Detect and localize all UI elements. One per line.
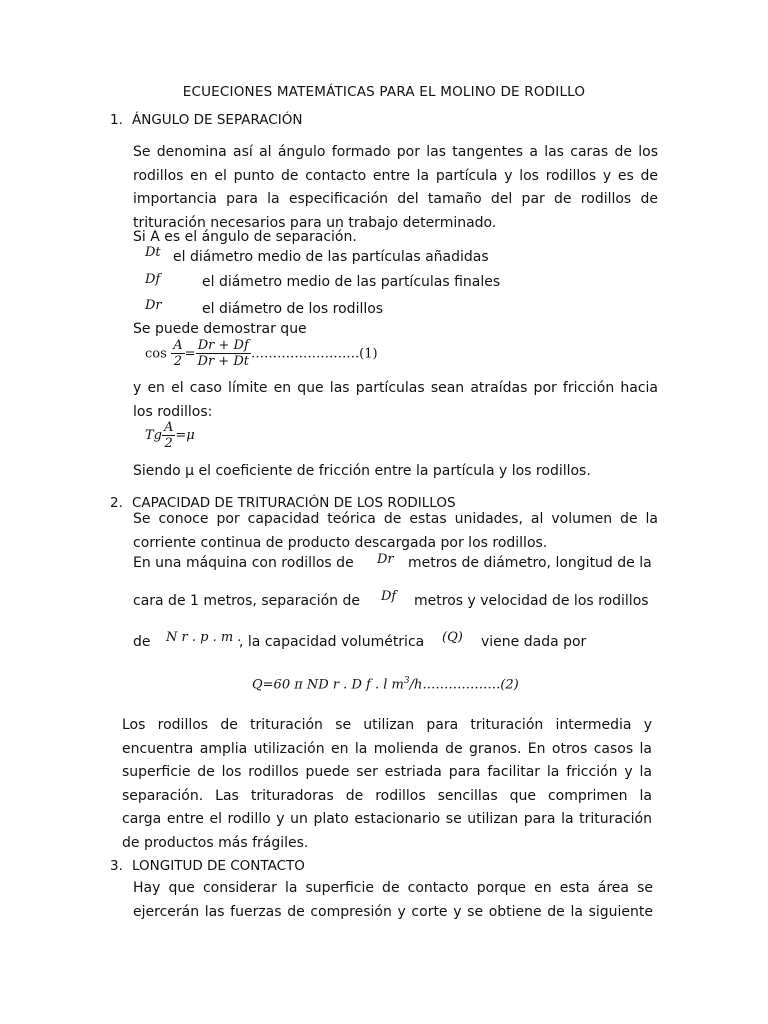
paragraph-line: carga entre el rodillo y un plato estacionario se utilizan para la trituración xyxy=(122,811,652,827)
separation-intro: Si A es el ángulo de separación. xyxy=(133,229,357,245)
page-title: ECUECIONES MATEMÁTICAS PARA EL MOLINO DE RODILLO xyxy=(182,84,586,100)
section-2-number: 2. xyxy=(110,495,123,511)
eq2-half-angle: $\frac{A}{2}$ xyxy=(164,420,174,451)
section-2-paragraph xyxy=(133,508,658,555)
paragraph-line: trituración necesarios para un trabajo determinado. xyxy=(133,214,497,231)
capacity-text-end: viene dada por xyxy=(481,634,587,650)
section-1-number: 1. xyxy=(110,112,123,128)
paragraph-line: rodillos en el punto de contacto entre la partícula y los rodillos y es de xyxy=(133,167,658,184)
eq1-fraction: $\frac{Dr + Df}{Dr + Dt}$ xyxy=(197,338,249,369)
eq3-lhs: Q=60 π ND r . D f . l m xyxy=(252,677,404,693)
eq1-label: (1) xyxy=(359,346,378,362)
eq1-half-angle: $\frac{A}{2}$ xyxy=(173,338,183,369)
paragraph-line: y en el caso límite en que las partículas sean atraídas por fricción hacia xyxy=(133,380,658,396)
eq3-exponent: 3 xyxy=(403,676,410,686)
eq1-dots: ……………………. xyxy=(250,346,360,362)
equation-1: cos $\frac{A}{2}$ = $\frac{Dr + Df}{Dr + Dt}$ …………………….(1) xyxy=(145,338,378,369)
capacity-text: , la capacidad volumétrica xyxy=(239,634,425,650)
separation-text: cara de 1 metros, separación de xyxy=(133,593,361,609)
mu-definition: Siendo μ el coeficiente de fricción entre la partícula y los rodillos. xyxy=(133,463,591,479)
paragraph-line: Hay que considerar la superficie de contacto porque en esta área se xyxy=(133,880,653,896)
section-1-paragraph xyxy=(133,141,658,235)
section-1-title: ÁNGULO DE SEPARACIÓN xyxy=(132,112,303,128)
section-1-heading xyxy=(110,112,302,128)
equation-2 xyxy=(145,420,195,451)
eq2-tg: Tg xyxy=(145,428,162,443)
symbol-q: (Q) xyxy=(442,630,463,645)
symbol-nrpm: N r . p . m . xyxy=(166,630,242,645)
section-2-title: CAPACIDAD DE TRITURACIÓN DE LOS RODILLOS xyxy=(132,495,456,511)
paragraph-line: superficie de los rodillos puede ser estriada para facilitar la fricción y la xyxy=(122,764,652,780)
paragraph-line: corriente continua de producto descargada por los rodillos. xyxy=(133,534,548,551)
section-3-number: 3. xyxy=(110,858,123,874)
paragraph-line: Se denomina así al ángulo formado por las tangentes a las caras de los xyxy=(133,144,658,160)
section-3-paragraph xyxy=(133,877,653,924)
def-text-dt: el diámetro medio de las partículas añadidas xyxy=(173,249,489,265)
eq3-rest: /h xyxy=(409,677,423,693)
limit-paragraph xyxy=(133,377,658,424)
section-3-heading xyxy=(110,858,305,874)
paragraph-line: ejercerán las fuerzas de compresión y corte y se obtiene de la siguiente xyxy=(133,903,653,920)
section-3-title: LONGITUD DE CONTACTO xyxy=(132,858,305,874)
def-symbol-dt: Dt xyxy=(145,245,161,260)
rollers-usage-paragraph xyxy=(122,714,652,855)
def-symbol-dr: Dr xyxy=(145,298,162,313)
def-text-df: el diámetro medio de las partículas finales xyxy=(202,274,501,290)
roller-diameter-text-end: metros de diámetro, longitud de la xyxy=(408,555,652,571)
eq3-dots: ……………… xyxy=(422,677,501,693)
paragraph-line: importancia para la especificación del tamaño del par de rodillos de xyxy=(133,191,658,207)
paragraph-line: Se conoce por capacidad teórica de estas unidades, al volumen de la xyxy=(133,511,658,527)
symbol-dr: Dr xyxy=(377,552,394,567)
separation-text-end: metros y velocidad de los rodillos xyxy=(414,593,649,609)
paragraph-line: separación. Las trituradoras de rodillos sencillas que comprimen la xyxy=(122,787,652,804)
symbol-df: Df xyxy=(381,589,397,604)
paragraph-line: encuentra amplia utilización en la molienda de granos. En otros casos la xyxy=(122,740,652,757)
equation-3 xyxy=(252,676,519,692)
def-symbol-df: Df xyxy=(145,272,161,287)
speed-text: de xyxy=(133,634,151,650)
roller-diameter-text: En una máquina con rodillos de xyxy=(133,555,354,571)
paragraph-line: los rodillos: xyxy=(133,403,213,420)
eq3-label: (2) xyxy=(500,677,519,693)
paragraph-line: Los rodillos de trituración se utilizan para trituración intermedia y xyxy=(122,717,652,733)
def-text-dr: el diámetro de los rodillos xyxy=(202,301,384,317)
paragraph-line: de productos más frágiles. xyxy=(122,834,309,851)
demo-text: Se puede demostrar que xyxy=(133,321,307,337)
eq1-cos: cos xyxy=(145,346,167,362)
eq2-rhs: =μ xyxy=(175,428,195,443)
